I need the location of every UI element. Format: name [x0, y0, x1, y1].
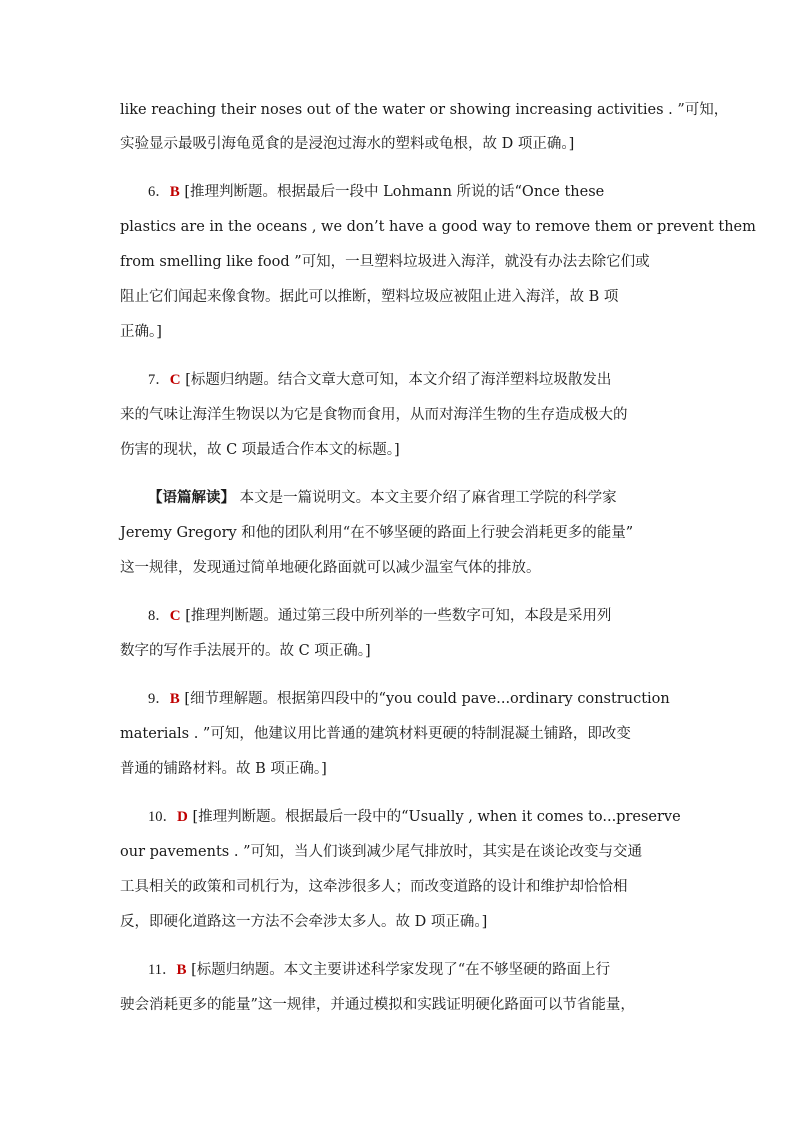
- text-line: 伤害的现状，故 C 项最适合作本文的标题。]: [120, 442, 400, 458]
- summary-text: 本文是一篇说明文。本文主要介绍了麻省理工学院的科学家: [235, 490, 617, 506]
- question-number: 10．: [148, 809, 177, 825]
- answer-8: [148, 606, 680, 626]
- explanation-text: [标题归纳题。结合文章大意可知，本文介绍了海洋塑料垃圾散发出: [180, 372, 612, 388]
- answer-key: B: [169, 691, 180, 707]
- explanation-text: [推理判断题。根据最后一段中 Lohmann 所说的话“Once these: [179, 184, 605, 200]
- text-line: 阻止它们闻起来像食物。据此可以推断，塑料垃圾应被阻止进入海洋，故 B 项: [120, 289, 619, 305]
- text-line: Jeremy Gregory 和他的团队利用“在不够坚硬的路面上行驶会消耗更多的能量”: [120, 525, 634, 541]
- text-line: materials . ”可知，他建议用比普通的建筑材料更硬的特制混凝土铺路，即改变: [120, 726, 631, 742]
- text-line: 反，即硬化道路这一方法不会牵涉太多人。故 D 项正确。]: [120, 914, 488, 930]
- answer-key: B: [176, 962, 187, 978]
- answer-11: [148, 960, 680, 980]
- text-line: 来的气味让海洋生物误以为它是食物而食用，从而对海洋生物的生存造成极大的: [120, 407, 628, 423]
- text-line: from smelling like food ”可知，一旦塑料垃圾进入海洋，就没有办法去除它们或: [120, 254, 650, 270]
- section-label: 【语篇解读】: [148, 489, 235, 506]
- explanation-text: [推理判断题。通过第三段中所列举的一些数字可知，本段是采用列: [180, 608, 612, 624]
- explanation-text: [细节理解题。根据第四段中的“you could pave...ordinary construction: [179, 691, 670, 707]
- text-line: like reaching their noses out of the water or showing increasing activities . ”可知，: [120, 102, 729, 118]
- answer-key: D: [177, 809, 188, 825]
- question-number: 8．: [148, 608, 170, 624]
- answer-key: C: [169, 372, 181, 388]
- answer-7: [148, 370, 680, 390]
- text-line: plastics are in the oceans , we don’t have a good way to remove them or prevent them: [120, 219, 756, 235]
- text-line: our pavements . ”可知，当人们谈到减少尾气排放时，其实是在谈论改变与交通: [120, 844, 642, 860]
- text-line: 普通的铺路材料。故 B 项正确。]: [120, 761, 327, 777]
- text-line: 工具相关的政策和司机行为，这牵涉很多人；而改变道路的设计和维护却恰恰相: [120, 879, 628, 895]
- answer-9: [148, 689, 680, 709]
- answer-key: C: [169, 608, 181, 624]
- question-number: 11．: [148, 962, 177, 978]
- question-number: 9．: [148, 691, 170, 707]
- answer-6: [148, 182, 680, 202]
- passage-summary-heading: [148, 488, 680, 508]
- question-number: 7．: [148, 372, 170, 388]
- text-line: 这一规律，发现通过简单地硬化路面就可以减少温室气体的排放。: [120, 560, 541, 576]
- answer-key: B: [169, 184, 180, 200]
- text-line: 数字的写作手法展开的。故 C 项正确。]: [120, 643, 371, 659]
- question-number: 6．: [148, 184, 170, 200]
- explanation-text: [推理判断题。根据最后一段中的“Usually , when it comes to...preserve: [187, 809, 681, 825]
- text-line: 正确。]: [120, 324, 162, 340]
- answer-10: [148, 807, 680, 827]
- text-line: 驶会消耗更多的能量”这一规律，并通过模拟和实践证明硬化路面可以节省能量，: [120, 997, 635, 1013]
- explanation-text: [标题归纳题。本文主要讲述科学家发现了“在不够坚硬的路面上行: [186, 962, 611, 978]
- text-line: 实验显示最吸引海龟觅食的是浸泡过海水的塑料或龟根，故 D 项正确。]: [120, 136, 575, 152]
